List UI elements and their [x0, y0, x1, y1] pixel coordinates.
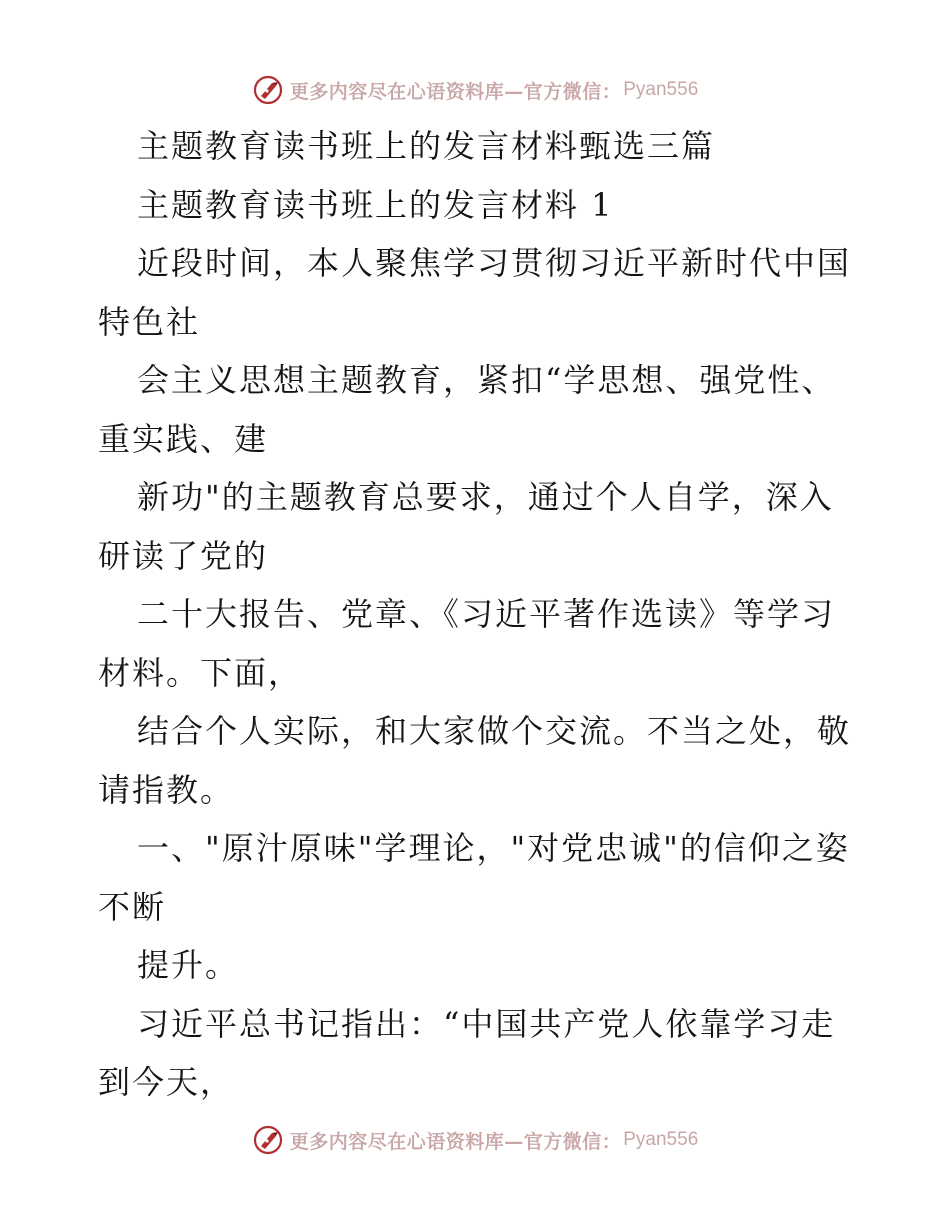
- paragraph-line: 到今天，: [98, 1063, 235, 1101]
- watermark-text: 更多内容尽在心语资料库—官方微信：: [289, 1130, 622, 1153]
- document-title: 主题教育读书班上的发言材料甄选三篇: [137, 127, 716, 165]
- paragraph-line: 研读了党的: [98, 537, 269, 575]
- paragraph-line: 二十大报告、党章、《习近平著作选读》等学习: [137, 595, 836, 633]
- watermark-account: Pyan556: [623, 79, 699, 100]
- paragraph-line: 近段时间，本人聚焦学习贯彻习近平新时代中国: [137, 244, 852, 282]
- watermark-text: 更多内容尽在心语资料库—官方微信：: [289, 80, 622, 103]
- footer-watermark: [0, 1120, 950, 1160]
- paragraph-line: 结合个人实际，和大家做个交流。不当之处，敬: [137, 712, 852, 750]
- header-watermark: [0, 70, 950, 110]
- paragraph-line: 请指教。: [98, 771, 235, 809]
- section-heading-continued: 提升。: [137, 946, 240, 984]
- pen-nib-logo-icon: [252, 74, 284, 106]
- paragraph-line: 习近平总书记指出：“中国共产党人依靠学习走: [137, 1005, 836, 1043]
- paragraph-line: 重实践、建: [98, 420, 269, 458]
- paragraph-line: 会主义思想主题教育，紧扣“学思想、强党性、: [137, 361, 836, 399]
- watermark-account: Pyan556: [623, 1129, 699, 1150]
- section-heading: 一、"原汁原味"学理论，"对党忠诚"的信仰之姿: [137, 829, 850, 867]
- pen-nib-logo-icon: [252, 1124, 284, 1156]
- paragraph-line: 材料。下面，: [98, 654, 303, 692]
- paragraph-line: 新功"的主题教育总要求，通过个人自学，深入: [137, 478, 834, 516]
- paragraph-line: 特色社: [98, 303, 201, 341]
- section-heading-continued: 不断: [98, 888, 167, 926]
- document-subtitle: 主题教育读书班上的发言材料 1: [137, 186, 614, 224]
